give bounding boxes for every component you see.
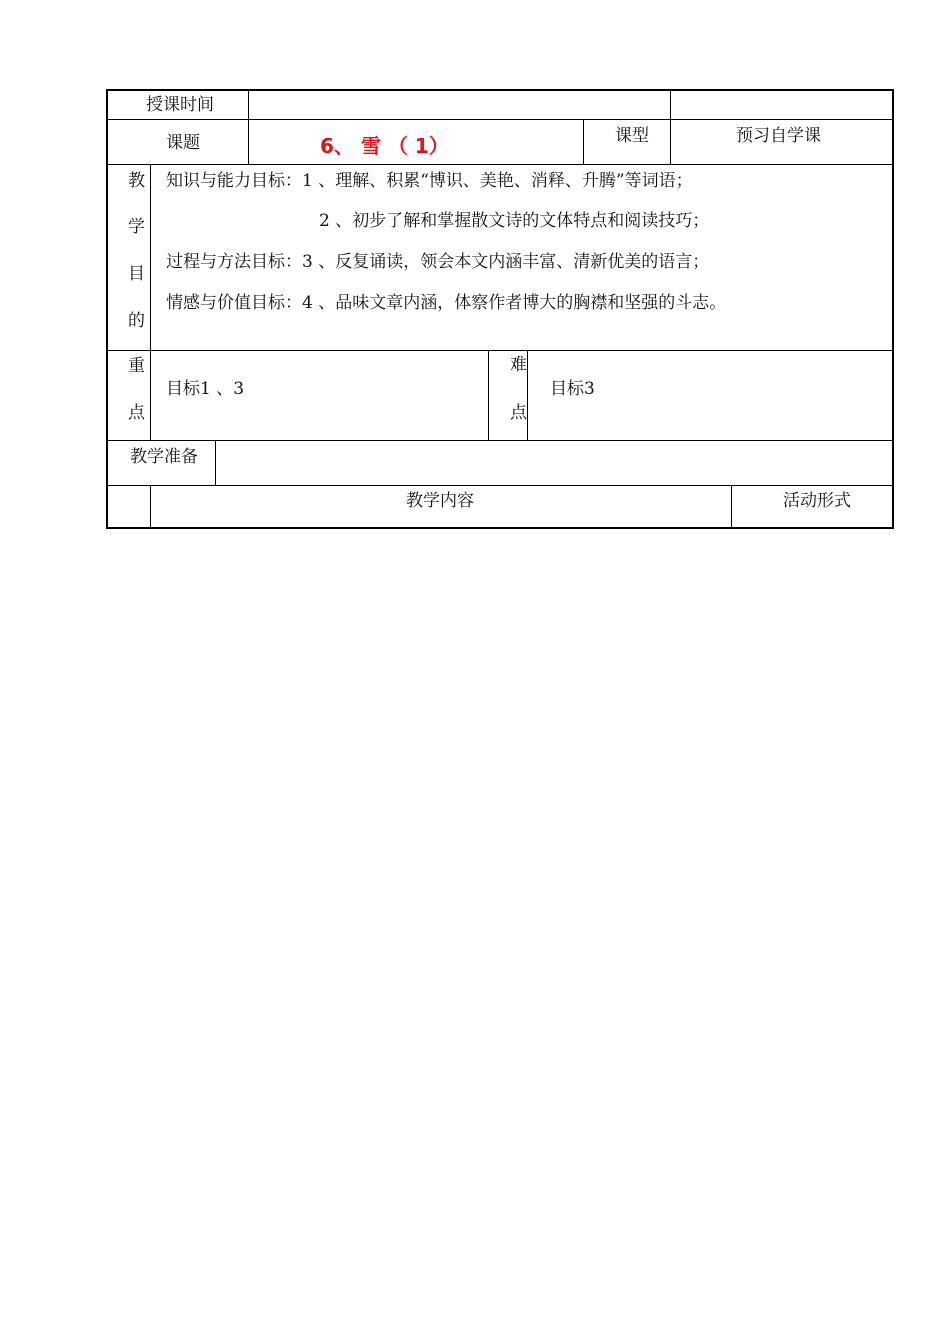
- goal-line: 知识与能力目标：1 、理解、积累“博识、美艳、消释、升腾”等词语；: [166, 171, 693, 191]
- row-divider: [106, 350, 894, 351]
- table-border-right: [892, 89, 894, 529]
- difficult-point-value: 目标3: [550, 379, 595, 399]
- row-divider: [106, 119, 894, 120]
- row-divider: [106, 485, 894, 486]
- table-border-left: [106, 89, 108, 529]
- goal-line: 过程与方法目标：3 、反复诵读，领会本文内涵丰富、清新优美的语言；: [166, 252, 710, 272]
- goals-label-char: 教: [128, 171, 145, 191]
- goal-line: 2 、初步了解和掌握散文诗的文体特点和阅读技巧；: [319, 211, 710, 231]
- key-point-label-char: 点: [128, 403, 145, 423]
- goals-label-char: 目: [128, 264, 145, 284]
- key-point-label-char: 重: [128, 356, 145, 376]
- table-border-bottom: [106, 527, 894, 529]
- col-divider: [583, 119, 584, 165]
- col-divider: [731, 485, 732, 528]
- content-header: 教学内容: [406, 491, 474, 511]
- goals-label-char: 的: [128, 311, 145, 331]
- activity-header: 活动形式: [783, 491, 851, 511]
- col-divider: [527, 350, 528, 441]
- difficult-point-label-char: 难: [510, 355, 527, 375]
- time-label: 授课时间: [146, 95, 214, 115]
- col-divider: [248, 89, 249, 165]
- topic-label: 课题: [166, 133, 200, 153]
- goals-label-char: 学: [128, 217, 145, 237]
- topic-title: 6、 雪 （ 1）: [320, 134, 449, 158]
- goal-line: 情感与价值目标：4 、品味文章内涵，体察作者博大的胸襟和坚强的斗志。: [166, 293, 727, 313]
- col-divider: [150, 485, 151, 528]
- prep-label: 教学准备: [130, 447, 198, 467]
- col-divider: [150, 164, 151, 441]
- col-divider: [488, 350, 489, 441]
- type-value: 预习自学课: [736, 126, 821, 146]
- col-divider: [670, 89, 671, 165]
- table-border-top: [106, 89, 894, 91]
- row-divider: [106, 440, 894, 441]
- key-point-value: 目标1 、3: [166, 379, 245, 399]
- difficult-point-label-char: 点: [510, 403, 527, 423]
- col-divider: [215, 440, 216, 486]
- type-label: 课型: [615, 126, 649, 146]
- row-divider: [106, 164, 894, 165]
